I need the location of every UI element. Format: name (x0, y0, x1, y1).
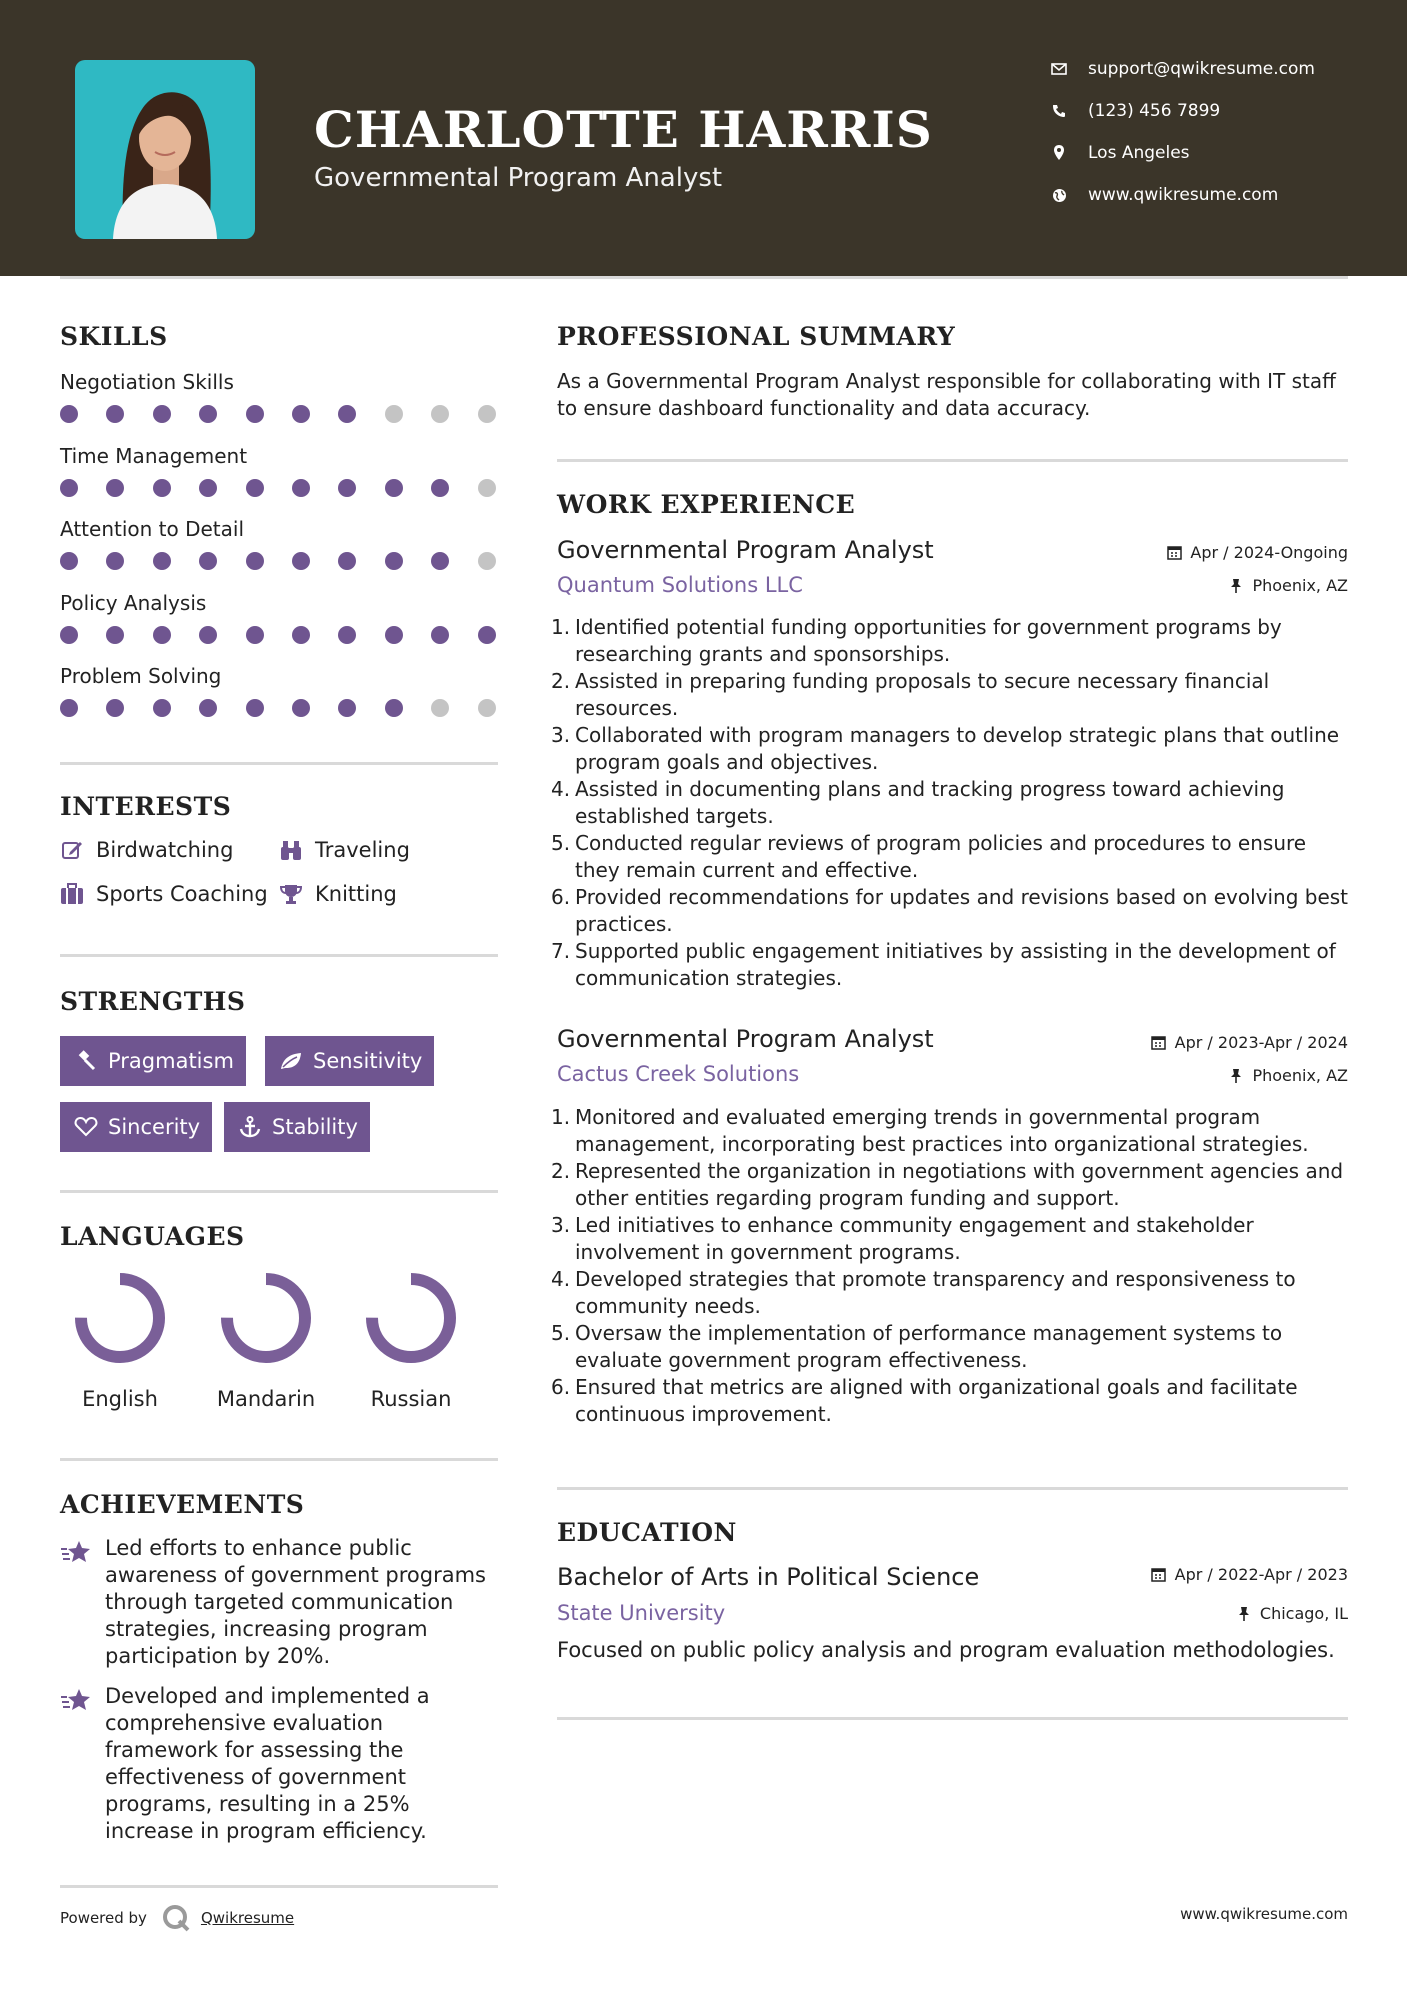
skill-dot-filled (153, 552, 171, 570)
skill-dot-filled (199, 479, 217, 497)
strengths-divider (60, 1190, 498, 1193)
pushpin-icon (1236, 1606, 1252, 1622)
language-name: English (82, 1387, 158, 1411)
job-dates-text: Apr / 2024-Ongoing (1190, 543, 1348, 562)
education-heading: EDUCATION (557, 1518, 737, 1547)
skill-dot-filled (199, 552, 217, 570)
degree-title: Bachelor of Arts in Political Science (557, 1563, 980, 1591)
star-award-icon (60, 1539, 92, 1567)
achievement-item (60, 1535, 500, 1670)
education-divider (557, 1717, 1348, 1720)
interest-item (60, 882, 268, 906)
phone-icon (1050, 102, 1068, 120)
school-name: State University (557, 1601, 726, 1625)
skill-dot-filled (385, 552, 403, 570)
education-location (1236, 1604, 1348, 1623)
list-item: 4. Assisted in documenting plans and tracking progress toward achieving established targets. (551, 777, 1285, 828)
edit-icon (60, 838, 84, 862)
skill-dot-filled (153, 626, 171, 644)
strength-label: Stability (272, 1115, 358, 1139)
skill-dot-empty (478, 699, 496, 717)
language-gauge (218, 1270, 314, 1366)
strength-label: Pragmatism (108, 1049, 234, 1073)
skill-dot-empty (431, 405, 449, 423)
contact-website-text: www.qwikresume.com (1088, 185, 1279, 205)
job-location-text: Phoenix, AZ (1252, 576, 1348, 595)
heart-icon (74, 1115, 98, 1139)
skill-dot-filled (338, 552, 356, 570)
list-item: 5. Conducted regular reviews of program policies and procedures to ensure they remain current and effective. (551, 831, 1307, 882)
job-dates (1166, 543, 1348, 562)
calendar-icon (1166, 545, 1182, 561)
contact-email-text: support@qwikresume.com (1088, 59, 1315, 79)
pushpin-icon (1228, 1068, 1244, 1084)
skill-name: Time Management (60, 443, 248, 468)
skill-dot-filled (292, 405, 310, 423)
skill-dot-filled (431, 479, 449, 497)
skill-dot-filled (246, 626, 264, 644)
language-gauge (363, 1270, 459, 1366)
profile-photo (75, 60, 255, 239)
language-item (356, 1270, 466, 1411)
skill-dot-filled (60, 479, 78, 497)
education-location-text: Chicago, IL (1259, 1604, 1348, 1623)
contact-location-text: Los Angeles (1088, 143, 1190, 163)
list-item: 2. Represented the organization in negotiations with government agencies and other entities regarding program funding and support. (551, 1159, 1344, 1210)
qwikresume-logo-icon (161, 1903, 191, 1933)
contact-email[interactable] (1050, 55, 1360, 83)
skill-dot-filled (153, 405, 171, 423)
skill-dot-filled (60, 626, 78, 644)
language-name: Mandarin (216, 1387, 316, 1411)
strength-label: Sensitivity (313, 1049, 423, 1073)
footer-website[interactable]: www.qwikresume.com (1180, 1905, 1348, 1923)
skills-heading: SKILLS (60, 322, 168, 351)
skill-dot-filled (338, 626, 356, 644)
globe-icon (1050, 186, 1068, 204)
skill-dot-filled (106, 479, 124, 497)
interest-label: Knitting (315, 882, 397, 906)
anchor-icon (238, 1115, 262, 1139)
achievement-text: Led efforts to enhance public awareness of government programs through targeted communication strategies, increasing program participation by 20%. (105, 1536, 486, 1668)
skill-dot-filled (153, 479, 171, 497)
list-item: 1. Identified potential funding opportunities for government programs by researching grants and sponsorships. (551, 615, 1282, 666)
education-dates-text: Apr / 2022-Apr / 2023 (1174, 1565, 1348, 1584)
skill-dot-filled (60, 552, 78, 570)
skill-dot-filled (246, 479, 264, 497)
summary-divider (557, 459, 1348, 462)
star-award-icon (60, 1687, 92, 1715)
skills-divider (60, 762, 498, 765)
skill-dot-filled (431, 626, 449, 644)
experience-divider (557, 1487, 1348, 1490)
trophy-icon (279, 882, 303, 906)
list-item: 3. Collaborated with program managers to develop strategic plans that outline program goals and objectives. (551, 723, 1340, 774)
experience-heading: WORK EXPERIENCE (557, 490, 856, 519)
skill-dot-filled (106, 626, 124, 644)
skill-dot-filled (478, 626, 496, 644)
summary-heading: PROFESSIONAL SUMMARY (557, 322, 956, 351)
list-item: 4. Developed strategies that promote transparency and responsiveness to community needs. (551, 1267, 1296, 1318)
skill-dot-filled (199, 699, 217, 717)
job-responsibilities (551, 614, 1357, 992)
strength-badge (224, 1102, 370, 1152)
skill-dot-filled (292, 552, 310, 570)
list-item: 7. Supported public engagement initiatives by assisting in the development of communication strategies. (551, 939, 1336, 990)
list-item: 3. Led initiatives to enhance community engagement and stakeholder involvement in government programs. (551, 1213, 1254, 1264)
skill-dot-empty (431, 699, 449, 717)
footer-powered-by (60, 1903, 294, 1933)
skill-dot-filled (106, 699, 124, 717)
skill-dot-empty (478, 479, 496, 497)
skill-dot-filled (292, 699, 310, 717)
gavel-icon (74, 1049, 98, 1073)
interest-label: Sports Coaching (96, 882, 268, 906)
skill-dot-filled (199, 626, 217, 644)
skill-rating (60, 552, 500, 572)
skill-rating (60, 699, 500, 719)
skill-dot-filled (106, 405, 124, 423)
job-dates (1151, 1033, 1348, 1052)
job-title: Governmental Program Analyst (557, 1025, 934, 1053)
skill-dot-filled (292, 479, 310, 497)
job-title: Governmental Program Analyst (557, 536, 934, 564)
leaf-icon (279, 1049, 303, 1073)
skill-name: Negotiation Skills (60, 370, 234, 394)
skill-dot-filled (246, 699, 264, 717)
calendar-icon (1151, 1567, 1167, 1583)
skill-rating (60, 479, 500, 499)
skill-dot-filled (60, 405, 78, 423)
contact-website[interactable] (1050, 181, 1360, 209)
skill-dot-empty (478, 552, 496, 570)
company-name: Cactus Creek Solutions (557, 1062, 800, 1086)
map-pin-icon (1050, 144, 1068, 162)
skill-dot-filled (431, 552, 449, 570)
envelope-icon (1050, 60, 1068, 78)
strengths-heading: STRENGTHS (60, 987, 246, 1016)
skill-dot-filled (246, 552, 264, 570)
strength-badge (265, 1036, 434, 1086)
list-item: 1. Monitored and evaluated emerging trends in governmental program management, incorporating best practices into organizational strategies. (551, 1105, 1309, 1156)
binoculars-icon (279, 838, 303, 862)
skill-dot-filled (246, 405, 264, 423)
job-location-text: Phoenix, AZ (1252, 1066, 1348, 1085)
interest-label: Birdwatching (96, 838, 234, 862)
language-name: Russian (370, 1387, 452, 1411)
pushpin-icon (1228, 578, 1244, 594)
candidate-name: CHARLOTTE HARRIS (314, 100, 933, 159)
candidate-title: Governmental Program Analyst (314, 163, 723, 193)
skill-dot-filled (385, 479, 403, 497)
language-gauge (72, 1270, 168, 1366)
achievement-text: Developed and implemented a comprehensive evaluation framework for assessing the effectiveness of government programs, resulting in a 25% increase in program efficiency. (105, 1684, 430, 1843)
skill-dot-filled (338, 405, 356, 423)
skill-dot-empty (478, 405, 496, 423)
job-dates-text: Apr / 2023-Apr / 2024 (1174, 1033, 1348, 1052)
summary-text: As a Governmental Program Analyst responsible for collaborating with IT staff to ensure dashboard functionality and data accuracy. (557, 369, 1336, 420)
list-item: 6. Ensured that metrics are aligned with organizational goals and facilitate continuous improvement. (551, 1375, 1298, 1426)
job-location (1228, 1066, 1348, 1085)
interest-item (279, 882, 397, 906)
skill-name: Policy Analysis (60, 590, 207, 615)
interests-divider (60, 954, 498, 957)
languages-divider (60, 1458, 498, 1461)
contact-phone[interactable] (1050, 97, 1360, 125)
education-dates (1151, 1565, 1348, 1584)
languages-heading: LANGUAGES (60, 1222, 245, 1251)
strength-badge (60, 1036, 246, 1086)
list-item: 2. Assisted in preparing funding proposals to secure necessary financial resources. (551, 669, 1270, 720)
skill-dot-filled (60, 699, 78, 717)
contact-phone-text: (123) 456 7899 (1088, 101, 1221, 121)
powered-by-text: Powered by (60, 1909, 147, 1927)
skill-name: Problem Solving (60, 664, 222, 688)
interest-item (279, 838, 410, 862)
skill-dot-filled (338, 479, 356, 497)
achievements-divider (60, 1885, 498, 1888)
language-item (65, 1270, 175, 1411)
skill-name: Attention to Detail (60, 517, 245, 541)
achievement-item (60, 1683, 500, 1845)
interests-heading: INTERESTS (60, 792, 232, 821)
contact-location (1050, 139, 1360, 167)
strength-badge (60, 1102, 212, 1152)
job-location (1228, 576, 1348, 595)
list-item: 6. Provided recommendations for updates and revisions based on evolving best practices. (551, 885, 1349, 936)
qwikresume-link[interactable]: Qwikresume (200, 1909, 295, 1927)
calendar-icon (1151, 1035, 1167, 1051)
interest-label: Traveling (315, 838, 410, 862)
skill-rating (60, 405, 500, 425)
strength-label: Sincerity (108, 1115, 201, 1139)
skill-dot-filled (199, 405, 217, 423)
job-responsibilities (551, 1104, 1357, 1428)
skill-dot-filled (338, 699, 356, 717)
company-name: Quantum Solutions LLC (557, 573, 803, 597)
skill-rating (60, 626, 500, 646)
skill-dot-filled (153, 699, 171, 717)
achievements-heading: ACHIEVEMENTS (60, 1490, 305, 1519)
interest-item (60, 838, 233, 862)
skill-dot-filled (292, 626, 310, 644)
skill-dot-filled (106, 552, 124, 570)
education-description: Focused on public policy analysis and program evaluation methodologies. (557, 1638, 1335, 1662)
skill-dot-filled (385, 626, 403, 644)
list-item: 5. Oversaw the implementation of performance management systems to evaluate government program effectiveness. (551, 1321, 1283, 1372)
skill-dot-filled (385, 699, 403, 717)
briefcase-icon (60, 882, 84, 906)
skill-dot-empty (385, 405, 403, 423)
header-divider (60, 276, 1348, 279)
resume-header (0, 0, 1407, 276)
language-item (211, 1270, 321, 1411)
